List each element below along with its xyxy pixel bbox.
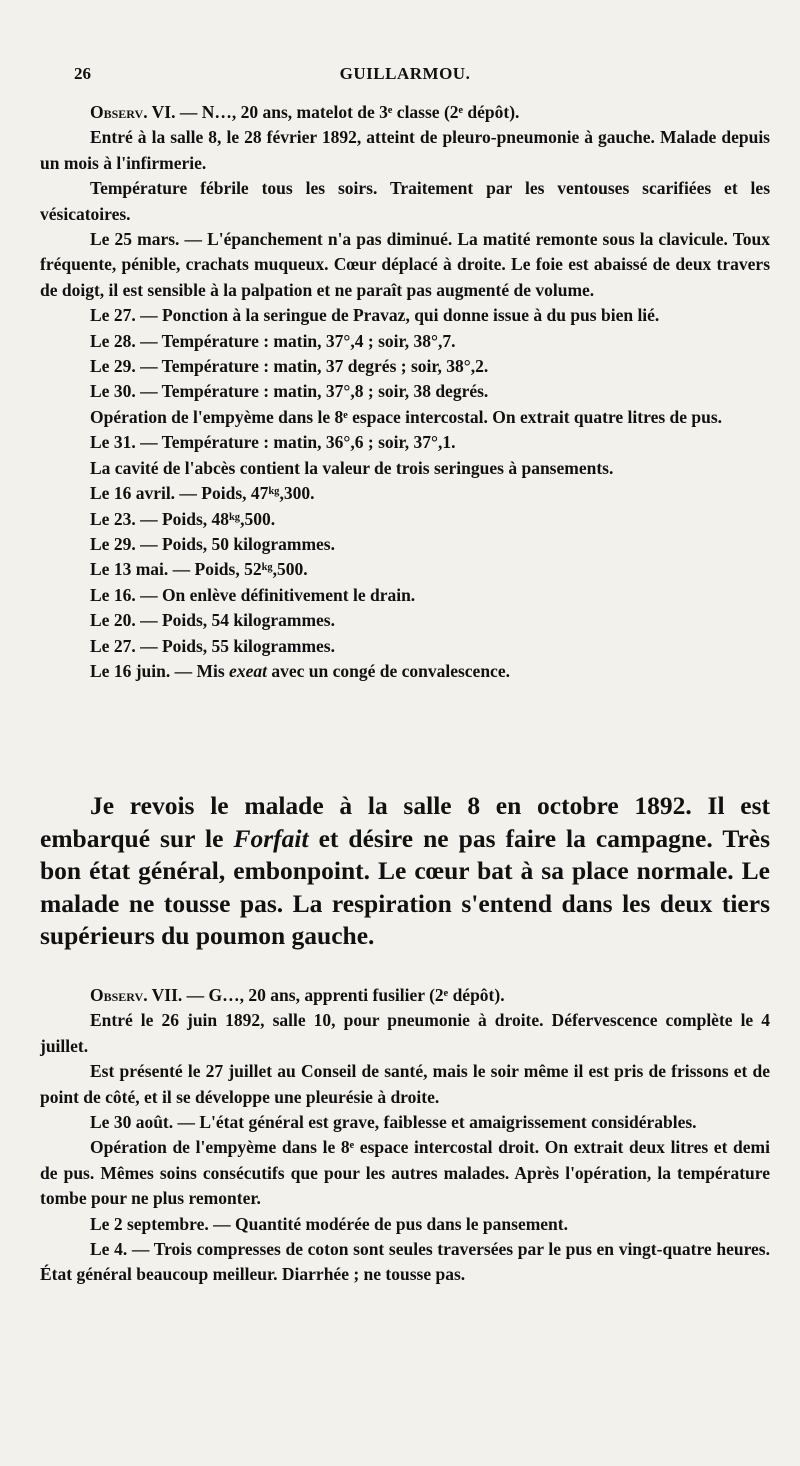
obs6-paragraph: La cavité de l'abcès contient la valeur de trois seringues à pansements. [90, 457, 614, 478]
obs7-paragraph: Le 30 août. — L'état général est grave, faiblesse et amaigrissement considérables. [90, 1112, 697, 1133]
obs7-paragraph: Le 2 septembre. — Quantité modérée de pus dans le pansement. [90, 1213, 568, 1234]
obs6-entry: Le 16 juin. — Mis exeat avec un congé de convalescence. [90, 660, 510, 681]
running-title: GUILLARMOU. [339, 64, 471, 83]
obs6-entry: Le 28. — Température : matin, 37°,4 ; soir, 38°,7. [90, 330, 456, 351]
obs7-paragraph: Le 4. — Trois compresses de coton sont seules traversées par le pus en vingt-quatre heures. État général beaucoup meilleur. Diarrhée ; ne tousse pas. [40, 1239, 770, 1285]
obs7-title: Observ. VII. — G…, 20 ans, apprenti fusilier (2ᵉ dépôt). [90, 985, 505, 1005]
obs7-paragraph: Est présenté le 27 juillet au Conseil de santé, mais le soir même il est pris de frissons et de point de côté, et il se développe une pleurésie à droite. [40, 1061, 770, 1107]
obs6-paragraph: Le 25 mars. — L'épanchement n'a pas diminué. La matité remonte sous la clavicule. Toux fréquente, pénible, crachats muqueux. Cœur déplacé à droite. Le foie est abaissé de deux travers de doigt, il est sensible à la palpation et ne paraît pas augmenté de volume. [40, 229, 770, 300]
obs6-entry: Le 20. — Poids, 54 kilogrammes. [90, 610, 335, 631]
obs6-entry: Le 27. — Poids, 55 kilogrammes. [90, 635, 335, 656]
obs6-entry: Le 31. — Température : matin, 36°,6 ; soir, 37°,1. [90, 432, 456, 453]
obs6-entry: Le 16. — On enlève définitivement le drain. [90, 584, 416, 605]
obs6-paragraph: Entré à la salle 8, le 28 février 1892, atteint de pleuro-pneumonie à gauche. Malade depuis un mois à l'infirmerie. [40, 127, 770, 173]
obs6-entry: Le 29. — Poids, 50 kilogrammes. [90, 533, 335, 554]
page-number: 26 [74, 64, 91, 83]
followup-paragraph: Je revois le malade à la salle 8 en octobre 1892. Il est embarqué sur le Forfait et désire ne pas faire la campagne. Très bon état général, embonpoint. Le cœur bat à sa place normale. Le malade ne tousse pas. La respiration s'entend dans les deux tiers supérieurs du poumon gauche. [40, 791, 770, 950]
page-header [40, 64, 770, 90]
obs6-entry: Le 30. — Température : matin, 37°,8 ; soir, 38 degrés. [90, 381, 489, 402]
obs6-paragraph: Opération de l'empyème dans le 8ᵉ espace intercostal. On extrait quatre litres de pus. [90, 406, 723, 427]
obs6-paragraph: Température fébrile tous les soirs. Traitement par les ventouses scarifiées et les vésicatoires. [40, 178, 770, 224]
obs7-paragraph: Opération de l'empyème dans le 8ᵉ espace intercostal droit. On extrait deux litres et demi de pus. Mêmes soins consécutifs que pour les autres malades. Après l'opération, la température tombe pour ne plus remonter. [40, 1137, 770, 1209]
obs6-entry: Le 13 mai. — Poids, 52ᵏᵍ,500. [90, 559, 308, 580]
obs7-paragraph: Entré le 26 juin 1892, salle 10, pour pneumonie à droite. Défervescence complète le 4 juillet. [40, 1010, 770, 1056]
obs6-entry: Le 23. — Poids, 48ᵏᵍ,500. [90, 508, 276, 529]
observation-6 [40, 100, 770, 684]
obs6-paragraph: Le 27. — Ponction à la seringue de Pravaz, qui donne issue à du pus bien lié. [90, 305, 660, 326]
obs6-entry: Le 29. — Température : matin, 37 degrés ; soir, 38°,2. [90, 356, 489, 377]
obs6-title: Observ. VI. — N…, 20 ans, matelot de 3ᵉ classe (2ᵉ dépôt). [90, 102, 520, 122]
obs6-entry: Le 16 avril. — Poids, 47ᵏᵍ,300. [90, 483, 315, 504]
observation-7 [40, 983, 770, 1288]
